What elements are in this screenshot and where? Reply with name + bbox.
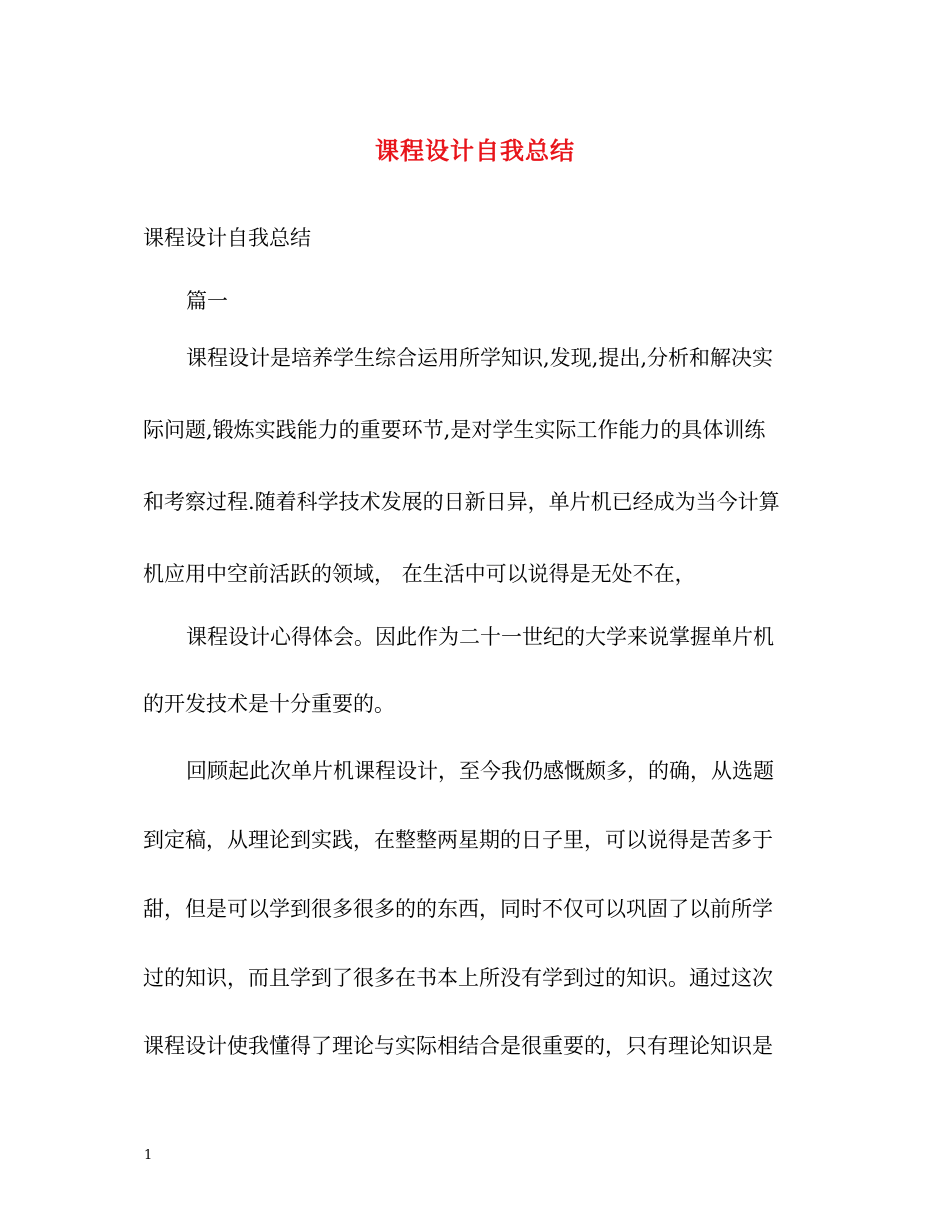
text-line: 课程设计心得体会。因此作为二十一世纪的大学来说掌握单片机 xyxy=(186,625,774,649)
text-line: 际问题,锻炼实践能力的重要环节,是对学生实际工作能力的具体训练 xyxy=(143,418,766,442)
text-line: 到定稿，从理论到实践，在整整两星期的日子里，可以说得是苦多于 xyxy=(143,828,773,852)
text-line: 的开发技术是十分重要的。 xyxy=(143,692,395,716)
text-line: 课程设计使我懂得了理论与实际相结合是很重要的，只有理论知识是 xyxy=(143,1034,773,1058)
text-line: 过的知识，而且学到了很多在书本上所没有学到过的知识。通过这次 xyxy=(143,966,773,990)
text-line: 课程设计是培养学生综合运用所学知识,发现,提出,分析和解决实 xyxy=(186,346,774,370)
text-line: 和考察过程.随着科学技术发展的日新日异，单片机已经成为当今计算 xyxy=(143,490,780,514)
document-title: 课程设计自我总结 xyxy=(375,136,575,165)
text-line-section: 篇一 xyxy=(186,289,228,313)
page-number: 1 xyxy=(144,1148,153,1163)
text-line: 回顾起此次单片机课程设计，至今我仍感慨颇多，的确，从选题 xyxy=(186,759,774,783)
text-line: 甜，但是可以学到很多很多的的东西，同时不仅可以巩固了以前所学 xyxy=(143,897,773,921)
text-line-subtitle: 课程设计自我总结 xyxy=(143,226,311,250)
text-line: 机应用中空前活跃的领域， 在生活中可以说得是无处不在， xyxy=(143,562,696,586)
